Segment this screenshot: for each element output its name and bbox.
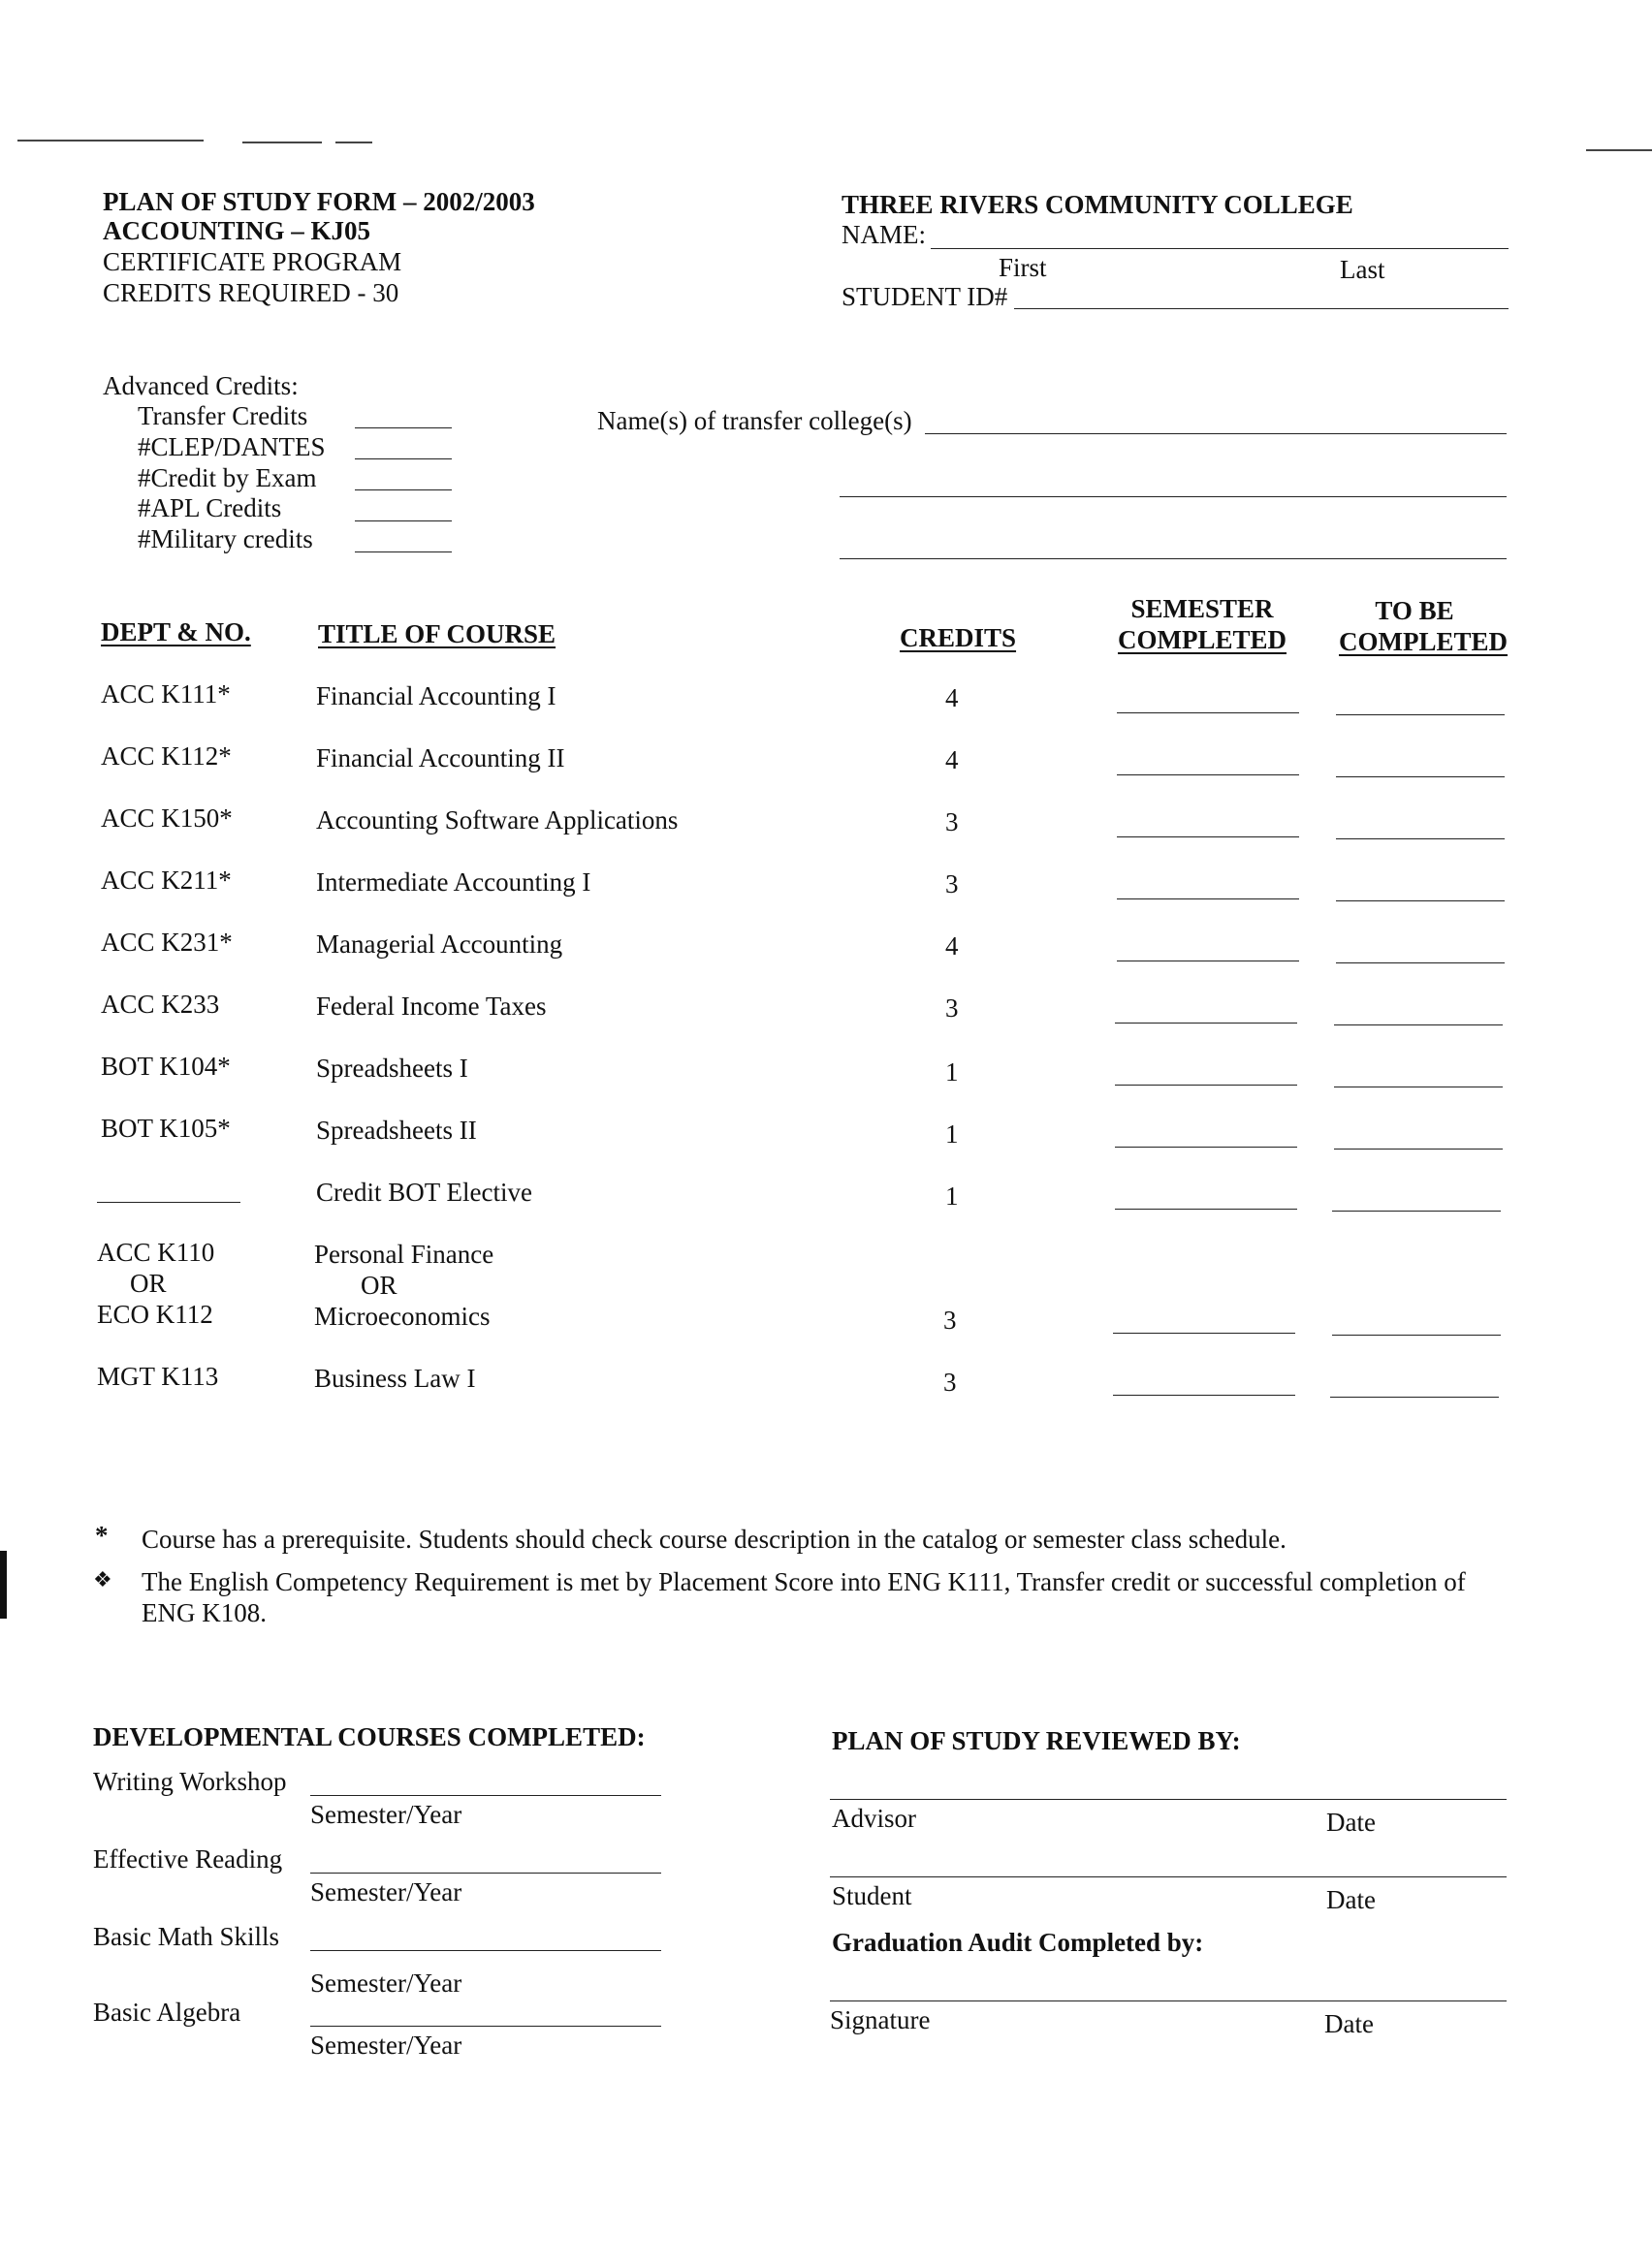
effective-reading-label: Effective Reading bbox=[93, 1844, 283, 1874]
apl-credits-label: #APL Credits bbox=[138, 493, 282, 522]
row-7-semester-blank[interactable] bbox=[1115, 1085, 1297, 1086]
student-date-label: Date bbox=[1326, 1885, 1376, 1914]
scan-artifact-line bbox=[242, 142, 322, 143]
or-group-tobe-blank[interactable] bbox=[1332, 1335, 1501, 1336]
student-id-field-line[interactable] bbox=[1014, 308, 1509, 309]
transfer-college-label: Name(s) of transfer college(s) bbox=[597, 406, 912, 435]
note-prerequisite-text: Course has a prerequisite. Students should check course description in the catalog or semester class schedule. bbox=[142, 1525, 1287, 1554]
graduation-signature-line[interactable] bbox=[830, 2000, 1507, 2001]
or-group-dept-1: ACC K110 bbox=[97, 1238, 215, 1267]
credits-column-header: CREDITS bbox=[900, 623, 1017, 652]
or-group-dept-2: ECO K112 bbox=[97, 1300, 213, 1329]
row-8-semester-blank[interactable] bbox=[1115, 1147, 1297, 1148]
last-row-dept: MGT K113 bbox=[97, 1362, 219, 1391]
row-5-title: Managerial Accounting bbox=[316, 929, 563, 959]
name-field-line[interactable] bbox=[931, 248, 1509, 249]
graduation-audit-heading: Graduation Audit Completed by: bbox=[832, 1928, 1204, 1957]
college-name: THREE RIVERS COMMUNITY COLLEGE bbox=[842, 190, 1353, 219]
row-6-title: Federal Income Taxes bbox=[316, 992, 547, 1021]
last-row-title: Business Law I bbox=[314, 1364, 476, 1393]
row-9-dept-blank[interactable] bbox=[97, 1202, 240, 1203]
advisor-signature-line[interactable] bbox=[830, 1799, 1507, 1800]
credit-by-exam-blank[interactable] bbox=[355, 489, 452, 490]
signature-label: Signature bbox=[830, 2005, 931, 2034]
row-5-tobe-blank[interactable] bbox=[1336, 962, 1505, 963]
tobe-header-line1: TO BE bbox=[1375, 596, 1454, 625]
row-1-semester-blank[interactable] bbox=[1117, 712, 1299, 713]
row-4-semester-blank[interactable] bbox=[1117, 898, 1299, 899]
review-heading: PLAN OF STUDY REVIEWED BY: bbox=[832, 1726, 1241, 1755]
or-group-dept-or: OR bbox=[130, 1269, 167, 1298]
row-5-credits: 4 bbox=[945, 931, 959, 961]
advisor-label: Advisor bbox=[832, 1804, 916, 1833]
last-row-semester-blank[interactable] bbox=[1113, 1395, 1295, 1396]
writing-workshop-blank[interactable] bbox=[310, 1795, 661, 1796]
row-4-dept: ACC K211* bbox=[101, 866, 232, 895]
row-1-tobe-blank[interactable] bbox=[1336, 714, 1505, 715]
apl-credits-blank[interactable] bbox=[355, 520, 452, 521]
basic-algebra-blank[interactable] bbox=[310, 2026, 661, 2027]
basic-math-sublabel: Semester/Year bbox=[310, 1969, 462, 1998]
title-column-header: TITLE OF COURSE bbox=[318, 619, 556, 648]
semester-header-line2: COMPLETED bbox=[1117, 625, 1287, 654]
tobe-header-line2: COMPLETED bbox=[1338, 627, 1508, 656]
form-title: PLAN OF STUDY FORM – 2002/2003 bbox=[103, 187, 535, 216]
clep-dantes-blank[interactable] bbox=[355, 458, 452, 459]
military-credits-blank[interactable] bbox=[355, 551, 452, 552]
row-9-credits: 1 bbox=[945, 1181, 959, 1211]
row-1-dept: ACC K111* bbox=[101, 679, 231, 709]
student-signature-line[interactable] bbox=[830, 1876, 1507, 1877]
developmental-heading: DEVELOPMENTAL COURSES COMPLETED: bbox=[93, 1722, 646, 1751]
row-4-title: Intermediate Accounting I bbox=[316, 867, 591, 897]
military-credits-label: #Military credits bbox=[138, 524, 313, 553]
row-9-title: Credit BOT Elective bbox=[316, 1178, 532, 1207]
row-7-dept: BOT K104* bbox=[101, 1052, 231, 1081]
effective-reading-blank[interactable] bbox=[310, 1873, 661, 1874]
note-diamond-symbol: ❖ bbox=[93, 1567, 112, 1591]
writing-workshop-sublabel: Semester/Year bbox=[310, 1800, 462, 1829]
name-label: NAME: bbox=[842, 220, 926, 249]
row-7-credits: 1 bbox=[945, 1057, 959, 1087]
row-1-credits: 4 bbox=[945, 683, 959, 712]
first-name-label: First bbox=[999, 253, 1047, 282]
last-row-credits: 3 bbox=[943, 1368, 957, 1397]
row-3-tobe-blank[interactable] bbox=[1336, 838, 1505, 839]
row-4-tobe-blank[interactable] bbox=[1336, 900, 1505, 901]
row-6-credits: 3 bbox=[945, 993, 959, 1023]
transfer-college-line-1[interactable] bbox=[925, 433, 1507, 434]
row-6-dept: ACC K233 bbox=[101, 990, 220, 1019]
clep-dantes-label: #CLEP/DANTES bbox=[138, 432, 326, 461]
or-group-title-2: Microeconomics bbox=[314, 1302, 491, 1331]
scan-artifact-line bbox=[17, 140, 204, 142]
last-row-tobe-blank[interactable] bbox=[1330, 1397, 1499, 1398]
last-name-label: Last bbox=[1340, 255, 1385, 284]
credit-by-exam-label: #Credit by Exam bbox=[138, 463, 317, 492]
transfer-credits-blank[interactable] bbox=[355, 427, 452, 428]
student-label: Student bbox=[832, 1881, 912, 1910]
or-group-title-or: OR bbox=[361, 1271, 397, 1300]
row-9-tobe-blank[interactable] bbox=[1332, 1211, 1501, 1212]
row-3-semester-blank[interactable] bbox=[1117, 836, 1299, 837]
or-group-title-1: Personal Finance bbox=[314, 1240, 494, 1269]
row-5-dept: ACC K231* bbox=[101, 928, 233, 957]
row-1-title: Financial Accounting I bbox=[316, 681, 556, 710]
student-id-label: STUDENT ID# bbox=[842, 282, 1008, 311]
note-star-symbol: * bbox=[95, 1521, 109, 1550]
advisor-date-label: Date bbox=[1326, 1808, 1376, 1837]
writing-workshop-label: Writing Workshop bbox=[93, 1767, 287, 1796]
basic-algebra-label: Basic Algebra bbox=[93, 1998, 241, 2027]
row-2-dept: ACC K112* bbox=[101, 741, 232, 771]
program-type: CERTIFICATE PROGRAM bbox=[103, 247, 402, 276]
dept-column-header: DEPT & NO. bbox=[101, 617, 251, 646]
or-group-credits: 3 bbox=[943, 1306, 957, 1335]
effective-reading-sublabel: Semester/Year bbox=[310, 1877, 462, 1906]
scan-artifact-line bbox=[1586, 149, 1652, 151]
row-6-tobe-blank[interactable] bbox=[1334, 1024, 1503, 1025]
or-group-semester-blank[interactable] bbox=[1113, 1333, 1295, 1334]
row-2-tobe-blank[interactable] bbox=[1336, 776, 1505, 777]
signature-date-label: Date bbox=[1324, 2009, 1374, 2038]
basic-math-blank[interactable] bbox=[310, 1950, 661, 1951]
note-english-text-line1: The English Competency Requirement is met by Placement Score into ENG K111, Transfer credit or successful completion of bbox=[142, 1567, 1466, 1596]
row-2-semester-blank[interactable] bbox=[1117, 774, 1299, 775]
transfer-college-line-3[interactable] bbox=[840, 558, 1507, 559]
transfer-college-line-2[interactable] bbox=[840, 496, 1507, 497]
row-7-title: Spreadsheets I bbox=[316, 1054, 468, 1083]
program-code: ACCOUNTING – KJ05 bbox=[103, 216, 371, 245]
row-6-semester-blank[interactable] bbox=[1115, 1023, 1297, 1024]
row-8-dept: BOT K105* bbox=[101, 1114, 231, 1143]
scan-edge-mark bbox=[0, 1551, 7, 1619]
scan-artifact-line bbox=[335, 142, 372, 143]
row-2-title: Financial Accounting II bbox=[316, 743, 565, 772]
row-8-tobe-blank[interactable] bbox=[1334, 1149, 1503, 1150]
row-8-credits: 1 bbox=[945, 1119, 959, 1149]
row-3-dept: ACC K150* bbox=[101, 803, 233, 833]
row-3-title: Accounting Software Applications bbox=[316, 805, 679, 835]
row-3-credits: 3 bbox=[945, 807, 959, 836]
note-english-text-line2: ENG K108. bbox=[142, 1598, 267, 1627]
transfer-credits-label: Transfer Credits bbox=[138, 401, 308, 430]
basic-algebra-sublabel: Semester/Year bbox=[310, 2031, 462, 2060]
row-8-title: Spreadsheets II bbox=[316, 1116, 477, 1145]
advanced-credits-heading: Advanced Credits: bbox=[103, 371, 299, 400]
semester-header-line1: SEMESTER bbox=[1130, 594, 1274, 623]
row-9-semester-blank[interactable] bbox=[1115, 1209, 1297, 1210]
basic-math-label: Basic Math Skills bbox=[93, 1922, 280, 1951]
credits-required: CREDITS REQUIRED - 30 bbox=[103, 278, 399, 307]
row-4-credits: 3 bbox=[945, 869, 959, 898]
row-2-credits: 4 bbox=[945, 745, 959, 774]
